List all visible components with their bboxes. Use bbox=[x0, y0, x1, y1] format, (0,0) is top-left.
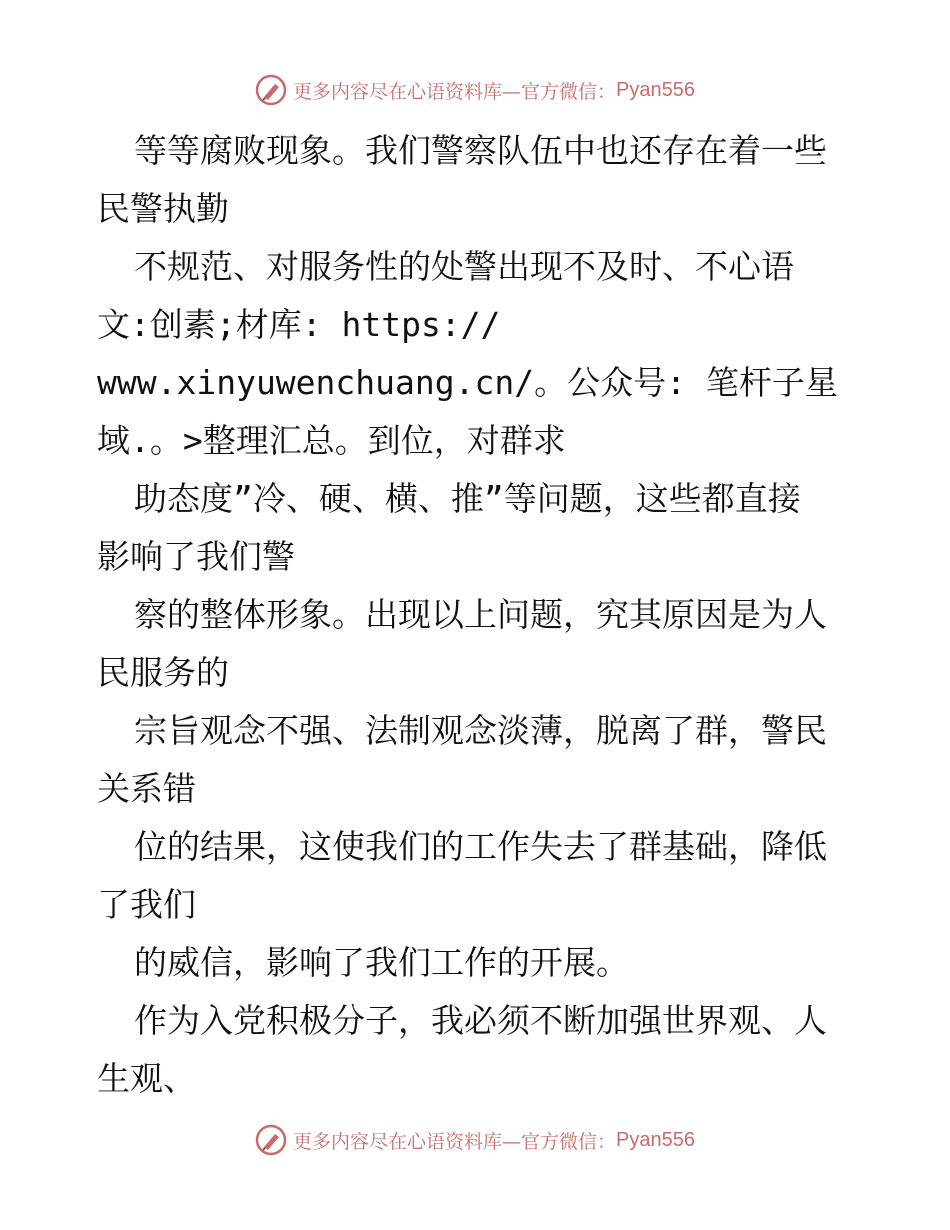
text-line: 不规范、对服务性的处警出现不及时、不心语 bbox=[134, 247, 794, 286]
text-line: 民警执勤 bbox=[97, 189, 229, 228]
text-line: 关系错 bbox=[97, 769, 196, 808]
header-wechat-id: Pyan556 bbox=[616, 78, 695, 101]
text-line: 影响了我们警 bbox=[97, 537, 295, 576]
header-banner bbox=[0, 70, 950, 110]
pen-logo-icon bbox=[255, 74, 287, 106]
text-line: 民服务的 bbox=[97, 653, 229, 692]
text-line: 助态度”冷、硬、横、推”等问题，这些都直接 bbox=[134, 479, 801, 518]
text-line: 察的整体形象。出现以上问题，究其原因是为人 bbox=[134, 595, 827, 634]
text-line: 的威信，影响了我们工作的开展。 bbox=[134, 943, 629, 982]
text-line: 生观、 bbox=[97, 1059, 196, 1098]
text-line: 域.。>整理汇总。到位，对群求 bbox=[97, 421, 566, 460]
footer-banner-text: 更多内容尽在心语资料库—官方微信： bbox=[293, 1130, 617, 1153]
header-banner-text: 更多内容尽在心语资料库—官方微信： bbox=[293, 80, 617, 103]
text-line: 宗旨观念不强、法制观念淡薄，脱离了群，警民 bbox=[134, 711, 827, 750]
text-line: 等等腐败现象。我们警察队伍中也还存在着一些 bbox=[134, 131, 827, 170]
document-body bbox=[97, 122, 857, 1108]
text-line: www.xinyuwenchuang.cn/。公众号: 笔杆子星 bbox=[97, 363, 838, 402]
pen-logo-icon bbox=[255, 1124, 287, 1156]
text-line: 作为入党积极分子，我必须不断加强世界观、人 bbox=[134, 1001, 827, 1040]
footer-banner bbox=[0, 1120, 950, 1160]
footer-wechat-id: Pyan556 bbox=[616, 1128, 695, 1151]
text-line: 位的结果，这使我们的工作失去了群基础，降低 bbox=[134, 827, 827, 866]
text-line: 了我们 bbox=[97, 885, 196, 924]
text-line: 文:创素;材库: https:// bbox=[97, 305, 501, 344]
